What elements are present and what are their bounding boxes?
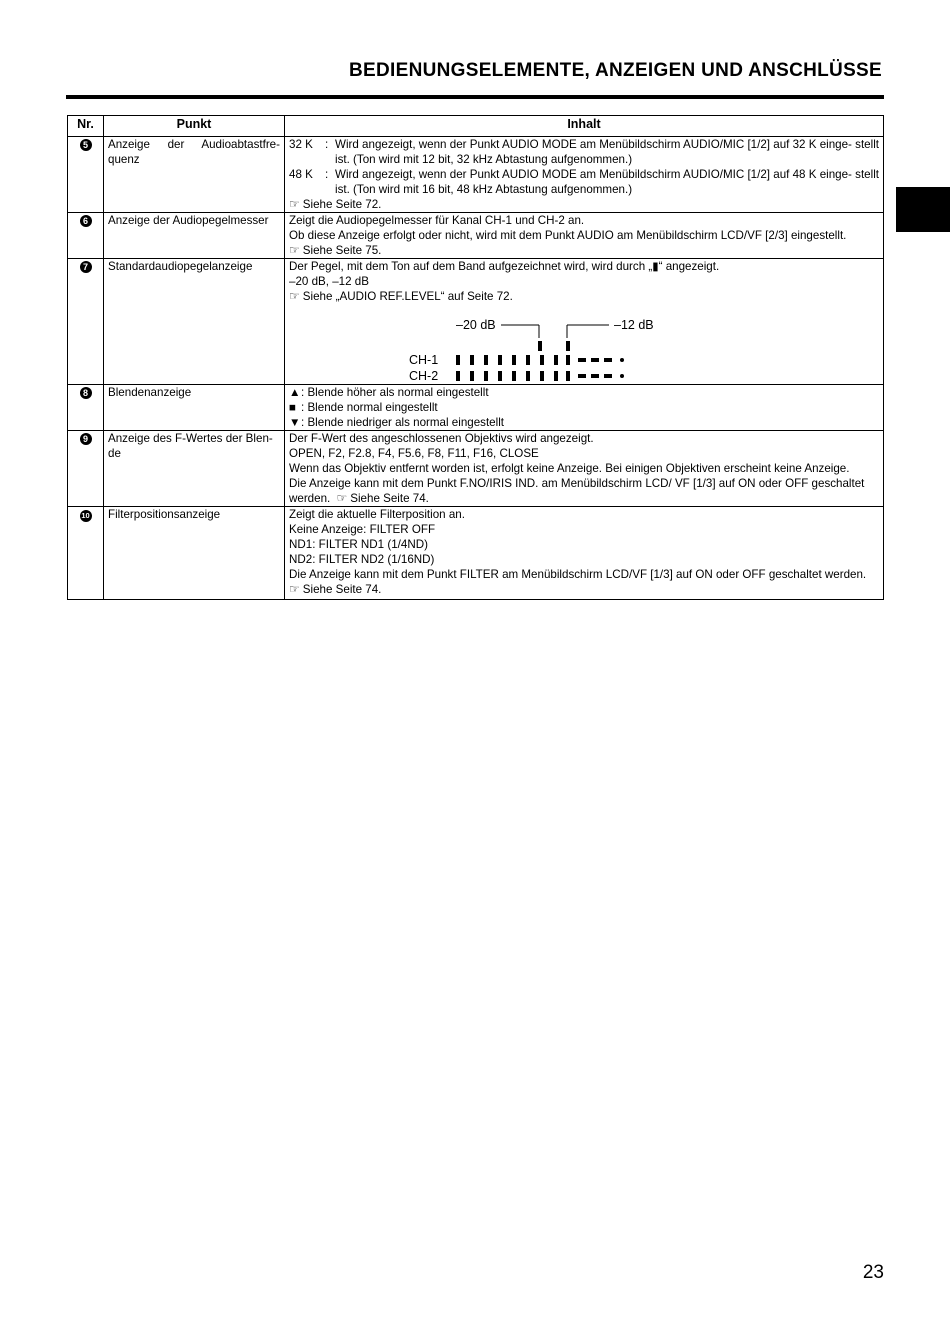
header-punkt: Punkt <box>104 116 285 137</box>
pointing-hand-icon: ☞ <box>289 197 300 211</box>
content-line: Wenn das Objektiv entfernt worden ist, erfolgt keine Anzeige. Bei einigen Objektiven erscheint keine Anzeige. <box>289 462 850 475</box>
page-title: BEDIENUNGSELEMENTE, ANZEIGEN UND ANSCHLÜSSE <box>349 60 882 81</box>
content-line: OPEN, F2, F2.8, F4, F5.6, F8, F11, F16, CLOSE <box>289 447 539 460</box>
page-reference: Siehe „AUDIO REF.LEVEL“ auf Seite 72. <box>302 290 513 303</box>
row-item-name-cont: de <box>108 447 121 460</box>
content-line: Die Anzeige kann mit dem Punkt F.NO/IRIS IND. am Menübildschirm LCD/ VF [1/3] auf ON oder OFF geschaltet werden. <box>289 477 865 505</box>
page-reference: Siehe Seite 75. <box>302 244 382 257</box>
item-number-badge: 5 <box>80 139 92 151</box>
pointing-hand-icon: ☞ <box>289 289 300 303</box>
item-number-badge: 10 <box>81 511 90 520</box>
table-row <box>68 385 884 431</box>
table-row <box>68 213 884 259</box>
item-number-badge: 6 <box>80 215 92 227</box>
row-item-name-cont: quenz <box>108 153 140 166</box>
content-line: –20 dB, –12 dB <box>289 275 369 288</box>
label-ch2: CH-2 <box>409 369 439 383</box>
ref-marker-minus20db <box>538 341 542 351</box>
content-line: Die Anzeige kann mit dem Punkt FILTER am Menübildschirm LCD/VF [1/3] auf ON oder OFF geschaltet werden. <box>289 568 867 581</box>
row-item-name: Anzeige des F-Wertes der Blen- <box>108 432 273 445</box>
label-minus12db: –12 dB <box>614 318 654 332</box>
ref-marker-minus12db <box>566 341 570 351</box>
header-nr: Nr. <box>68 116 104 137</box>
pointing-hand-icon: ☞ <box>289 243 300 257</box>
label-ch1: CH-1 <box>409 353 439 367</box>
square-icon: ■ <box>289 401 297 414</box>
title-rule <box>66 95 884 99</box>
content-line: Der Pegel, mit dem Ton auf dem Band aufgezeichnet wird, wird durch „▮“ angezeigt. <box>289 260 720 273</box>
content-line: ▲: Blende höher als normal eingestellt <box>289 386 489 399</box>
ch2-level-bars <box>456 371 624 381</box>
row-item-name: Anzeige der Audiopegelmesser <box>104 213 285 259</box>
row-item-name: Anzeige der Audioabtastfre- <box>108 138 280 151</box>
pointing-hand-icon: ☞ <box>336 491 348 505</box>
content-line: 32 K : Wird angezeigt, wenn der Punkt AUDIO MODE am Menübildschirm AUDIO/MIC [1/2] auf 32 K einge- stellt ist. (Ton wird mit 12 bit, 32 kHz Abtastung aufgenommen.) <box>289 138 879 166</box>
table-row <box>68 259 884 385</box>
section-tab-marker <box>896 187 950 232</box>
item-number-badge: 9 <box>80 433 92 445</box>
table-row <box>68 507 884 600</box>
label-minus20db: –20 dB <box>456 318 496 332</box>
content-line: ▼: Blende niedriger als normal eingestellt <box>289 416 505 429</box>
item-number-badge: 7 <box>80 261 92 273</box>
content-line: 48 K : Wird angezeigt, wenn der Punkt AUDIO MODE am Menübildschirm AUDIO/MIC [1/2] auf 48 K einge- stellt ist. (Ton wird mit 16 bit, 48 kHz Abtastung aufgenommen.) <box>289 168 879 196</box>
content-line: Zeigt die aktuelle Filterposition an. <box>289 508 465 521</box>
content-line: Der F-Wert des angeschlossenen Objektivs wird angezeigt. <box>289 432 594 445</box>
content-line: Keine Anzeige: FILTER OFF <box>289 523 436 536</box>
audio-level-meter-svg <box>289 304 879 384</box>
ch1-level-bars <box>456 355 624 365</box>
indicator-table <box>67 115 884 600</box>
item-number-badge: 8 <box>80 387 92 399</box>
table-row <box>68 137 884 213</box>
triangle-up-icon: ▲ <box>289 386 301 399</box>
content-line: Zeigt die Audiopegelmesser für Kanal CH-1 und CH-2 an. <box>289 214 585 227</box>
header-inhalt: Inhalt <box>285 116 884 137</box>
audio-level-meter-diagram <box>289 304 879 384</box>
content-line: Ob diese Anzeige erfolgt oder nicht, wird mit dem Punkt AUDIO am Menübildschirm LCD/VF [2/3] eingestellt. <box>289 229 847 242</box>
row-item-name: Standardaudiopegelanzeige <box>104 259 285 385</box>
row-item-name: Blendenanzeige <box>104 385 285 431</box>
page-number: 23 <box>862 1262 884 1283</box>
triangle-down-icon: ▼ <box>289 416 301 429</box>
row-item-name: Filterpositionsanzeige <box>104 507 285 600</box>
content-line: ND1: FILTER ND1 (1/4ND) <box>289 538 428 551</box>
pointing-hand-icon: ☞ <box>289 582 300 596</box>
table-row <box>68 431 884 507</box>
content-line: ■ : Blende normal eingestellt <box>289 401 438 414</box>
page-reference: Siehe Seite 74. <box>350 492 429 505</box>
content-line: ND2: FILTER ND2 (1/16ND) <box>289 553 435 566</box>
page-reference: Siehe Seite 74. <box>302 583 382 596</box>
page-reference: Siehe Seite 72. <box>302 198 382 211</box>
table-header-row <box>68 116 884 137</box>
